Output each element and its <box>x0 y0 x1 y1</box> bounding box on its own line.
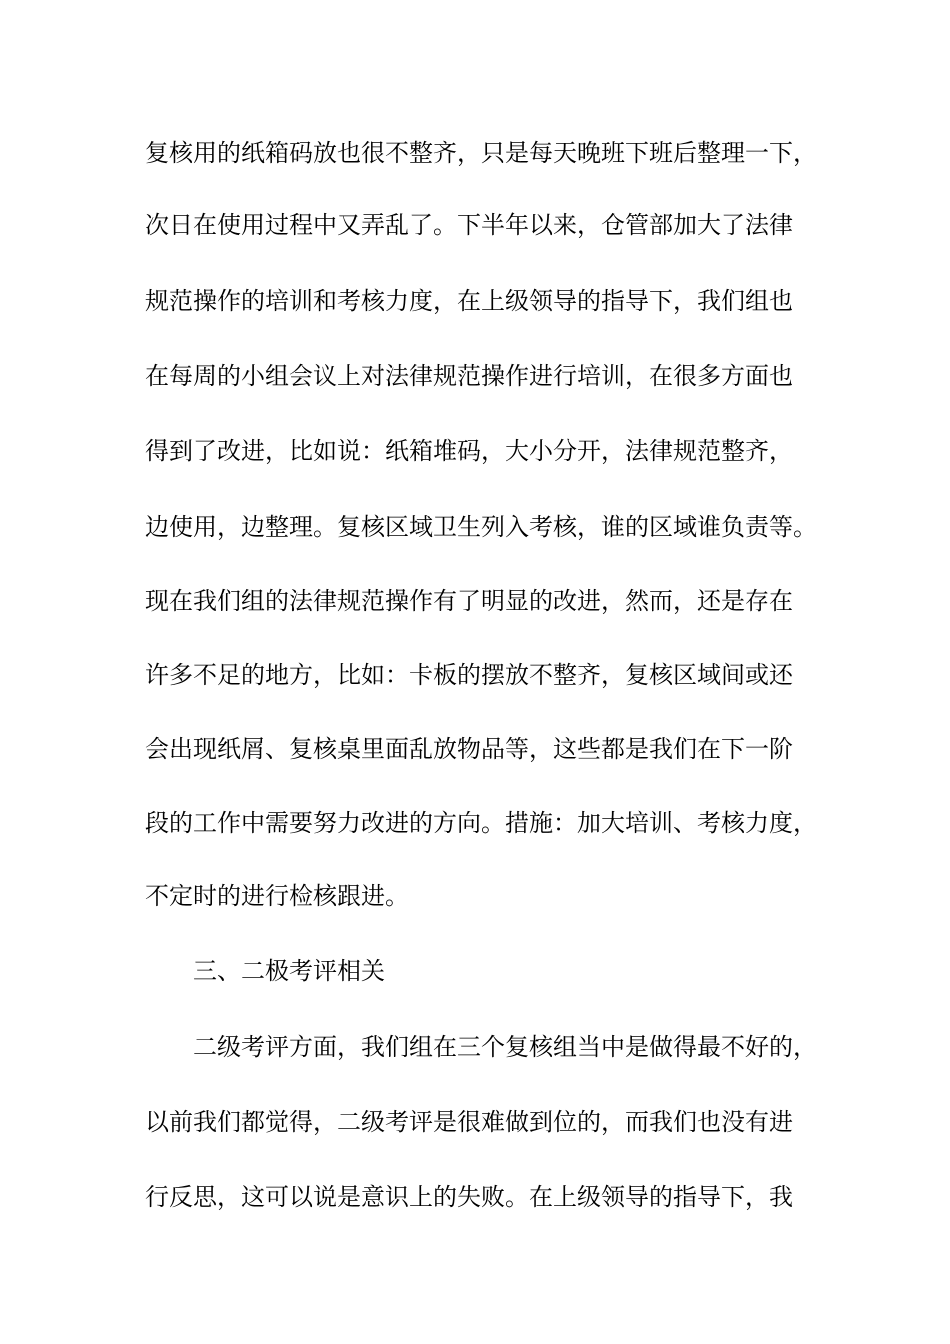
text-line: 规范操作的培训和考核力度，在上级领导的指导下，我们组也 <box>145 287 793 315</box>
text-line: 得到了改进，比如说：纸箱堆码，大小分开，法律规范整齐， <box>145 437 793 465</box>
text-line: 现在我们组的法律规范操作有了明显的改进，然而，还是存在 <box>145 587 793 615</box>
text-line: 段的工作中需要努力改进的方向。措施：加大培训、考核力度， <box>145 809 817 837</box>
text-line: 会出现纸屑、复核桌里面乱放物品等，这些都是我们在下一阶 <box>145 735 793 763</box>
text-line: 行反思，这可以说是意识上的失败。在上级领导的指导下，我 <box>145 1183 793 1211</box>
text-line: 不定时的进行检核跟进。 <box>145 882 409 910</box>
text-line: 次日在使用过程中又弄乱了。下半年以来，仓管部加大了法律 <box>145 211 793 239</box>
text-line: 以前我们都觉得，二级考评是很难做到位的，而我们也没有进 <box>145 1108 793 1136</box>
section-heading: 三、二极考评相关 <box>193 957 385 985</box>
text-line: 二级考评方面，我们组在三个复核组当中是做得最不好的， <box>193 1033 817 1061</box>
text-line: 边使用，边整理。复核区域卫生列入考核，谁的区域谁负责等。 <box>145 513 817 541</box>
text-line: 在每周的小组会议上对法律规范操作进行培训，在很多方面也 <box>145 362 793 390</box>
text-line: 复核用的纸箱码放也很不整齐，只是每天晚班下班后整理一下， <box>145 139 817 167</box>
text-line: 许多不足的地方，比如：卡板的摆放不整齐，复核区域间或还 <box>145 661 793 689</box>
